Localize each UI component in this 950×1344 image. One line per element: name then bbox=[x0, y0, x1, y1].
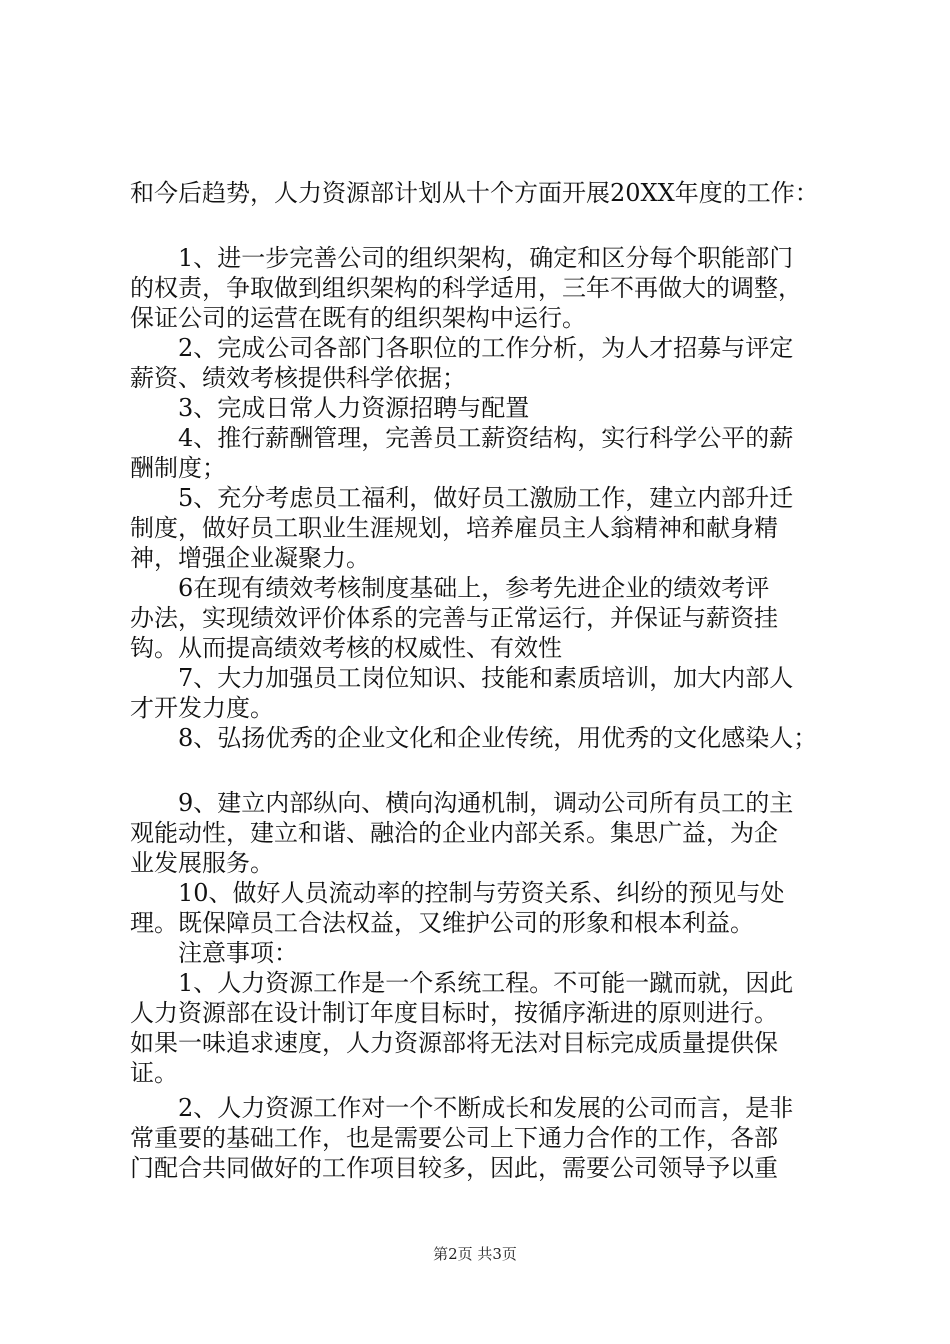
text-line: 神，增强企业凝聚力。 bbox=[130, 544, 370, 572]
text-line: 酬制度； bbox=[130, 454, 226, 482]
text-line: 7、大力加强员工岗位知识、技能和素质培训，加大内部人 bbox=[178, 664, 794, 692]
text-line: 6在现有绩效考核制度基础上，参考先进企业的绩效考评 bbox=[178, 574, 770, 602]
text-line: 2、完成公司各部门各职位的工作分析，为人才招募与评定 bbox=[178, 334, 794, 362]
text-line: 钩。从而提高绩效考核的权威性、有效性 bbox=[130, 634, 562, 662]
text-line: 观能动性，建立和谐、融洽的企业内部关系。集思广益，为企 bbox=[130, 819, 778, 847]
text-line: 9、建立内部纵向、横向沟通机制，调动公司所有员工的主 bbox=[178, 789, 794, 817]
text-line: 办法，实现绩效评价体系的完善与正常运行，并保证与薪资挂 bbox=[130, 604, 778, 632]
text-line: 才开发力度。 bbox=[130, 694, 274, 722]
text-line: 人力资源部在设计制订年度目标时，按循序渐进的原则进行。 bbox=[130, 999, 778, 1027]
text-line: 8、弘扬优秀的企业文化和企业传统，用优秀的文化感染人； bbox=[178, 724, 818, 752]
text-line: 1、进一步完善公司的组织架构，确定和区分每个职能部门 bbox=[178, 244, 794, 272]
text-line: 理。既保障员工合法权益，又维护公司的形象和根本利益。 bbox=[130, 909, 754, 937]
text-line: 薪资、绩效考核提供科学依据； bbox=[130, 364, 466, 392]
text-line: 的权责，争取做到组织架构的科学适用，三年不再做大的调整， bbox=[130, 274, 802, 302]
text-line: 10、做好人员流动率的控制与劳资关系、纠纷的预见与处 bbox=[178, 879, 785, 907]
text-line: 1、人力资源工作是一个系统工程。不可能一蹴而就，因此 bbox=[178, 969, 794, 997]
page-number-footer: 第2页 共3页 bbox=[433, 1245, 517, 1263]
text-line: 和今后趋势，人力资源部计划从十个方面开展20XX年度的工作： bbox=[130, 179, 819, 207]
text-line: 业发展服务。 bbox=[130, 849, 274, 877]
text-line: 证。 bbox=[130, 1059, 178, 1087]
text-line: 制度，做好员工职业生涯规划，培养雇员主人翁精神和献身精 bbox=[130, 514, 778, 542]
text-line: 保证公司的运营在既有的组织架构中运行。 bbox=[130, 304, 586, 332]
text-line: 2、人力资源工作对一个不断成长和发展的公司而言，是非 bbox=[178, 1094, 794, 1122]
text-line: 4、推行薪酬管理，完善员工薪资结构，实行科学公平的薪 bbox=[178, 424, 794, 452]
text-line: 3、完成日常人力资源招聘与配置 bbox=[178, 394, 530, 422]
text-line: 5、充分考虑员工福利，做好员工激励工作，建立内部升迁 bbox=[178, 484, 794, 512]
text-line: 如果一味追求速度，人力资源部将无法对目标完成质量提供保 bbox=[130, 1029, 778, 1057]
text-line: 常重要的基础工作，也是需要公司上下通力合作的工作，各部 bbox=[130, 1124, 778, 1152]
section-heading: 注意事项： bbox=[178, 939, 298, 967]
text-line: 门配合共同做好的工作项目较多，因此，需要公司领导予以重 bbox=[130, 1154, 778, 1182]
